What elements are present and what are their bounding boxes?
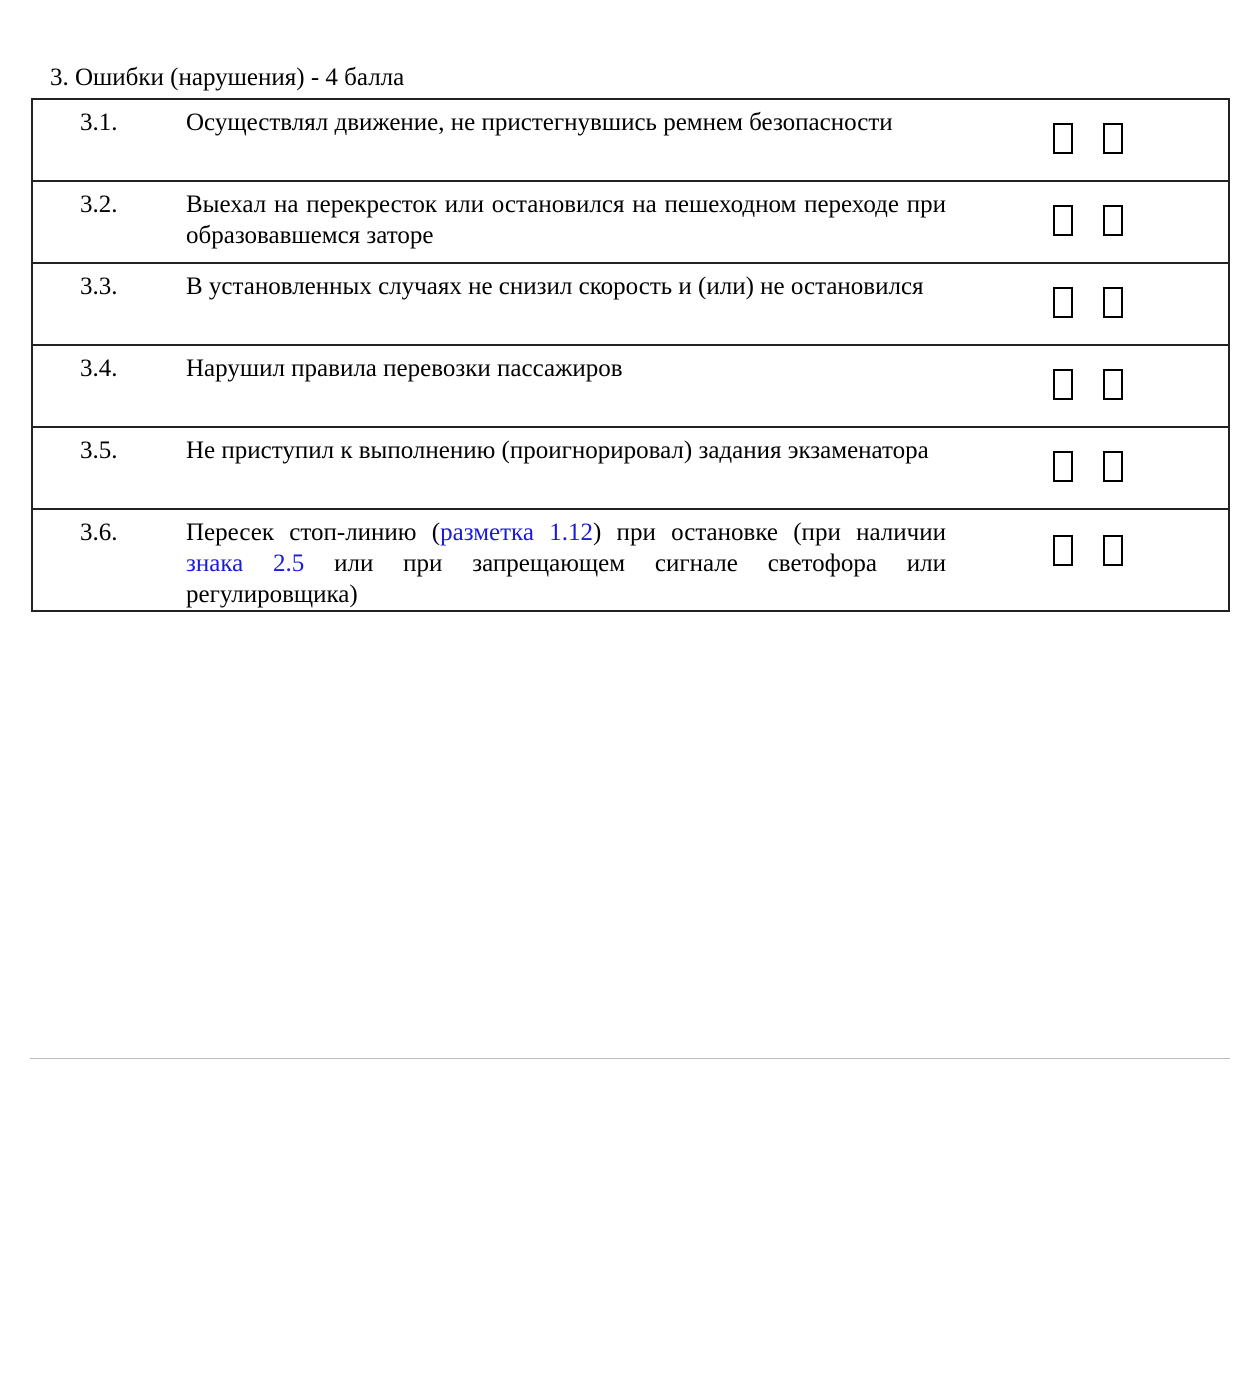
checkbox-box[interactable] bbox=[1103, 535, 1123, 566]
table-row bbox=[32, 263, 1229, 345]
section-title: 3. Ошибки (нарушения) - 4 балла bbox=[50, 64, 405, 91]
row-number: 3.2. bbox=[80, 191, 118, 218]
row-description: В установленных случаях не снизил скорость и (или) не остановился bbox=[186, 273, 924, 300]
page-divider bbox=[30, 1058, 1230, 1059]
row-description bbox=[186, 517, 946, 610]
table-row bbox=[32, 99, 1229, 181]
checkbox-box[interactable] bbox=[1103, 205, 1123, 236]
row-description: Осуществлял движение, не пристегнувшись ремнем безопасности bbox=[186, 109, 893, 136]
row-description: Нарушил правила перевозки пассажиров bbox=[186, 355, 623, 382]
checkbox-box[interactable] bbox=[1103, 123, 1123, 154]
checkbox-box[interactable] bbox=[1103, 369, 1123, 400]
row-number: 3.1. bbox=[80, 109, 118, 136]
checkbox-box[interactable] bbox=[1053, 123, 1073, 154]
checkbox-group bbox=[1053, 287, 1123, 318]
table-row bbox=[32, 181, 1229, 263]
checkbox-group bbox=[1053, 451, 1123, 482]
row-text: Пересек стоп-линию ( bbox=[186, 519, 441, 546]
checkbox-box[interactable] bbox=[1053, 451, 1073, 482]
row-description: Не приступил к выполнению (проигнорировал) задания экзаменатора bbox=[186, 437, 929, 464]
checkbox-group bbox=[1053, 205, 1123, 236]
row-number: 3.5. bbox=[80, 437, 118, 464]
row-number: 3.6. bbox=[80, 519, 118, 546]
checkbox-group bbox=[1053, 123, 1123, 154]
checkbox-box[interactable] bbox=[1103, 287, 1123, 318]
table-row bbox=[32, 427, 1229, 509]
checkbox-box[interactable] bbox=[1103, 451, 1123, 482]
checkbox-group bbox=[1053, 535, 1123, 566]
checkbox-box[interactable] bbox=[1053, 287, 1073, 318]
row-text: ) при остановке (при наличии bbox=[592, 519, 946, 546]
checkbox-box[interactable] bbox=[1053, 369, 1073, 400]
row-number: 3.4. bbox=[80, 355, 118, 382]
checkbox-box[interactable] bbox=[1053, 535, 1073, 566]
violations-table bbox=[31, 98, 1230, 612]
row-text: или при запрещающем сигнале светофора или регулировщика) bbox=[186, 550, 946, 608]
row-number: 3.3. bbox=[80, 273, 118, 300]
checkbox-box[interactable] bbox=[1053, 205, 1073, 236]
checkbox-group bbox=[1053, 369, 1123, 400]
table-row bbox=[32, 345, 1229, 427]
road-marking-link[interactable]: разметка 1.12 bbox=[440, 519, 593, 546]
road-sign-link[interactable]: знака 2.5 bbox=[186, 550, 305, 577]
table-row bbox=[32, 509, 1229, 611]
row-description: Выехал на перекресток или остановился на пешеходном переходе при образовавшемся заторе bbox=[186, 191, 946, 249]
